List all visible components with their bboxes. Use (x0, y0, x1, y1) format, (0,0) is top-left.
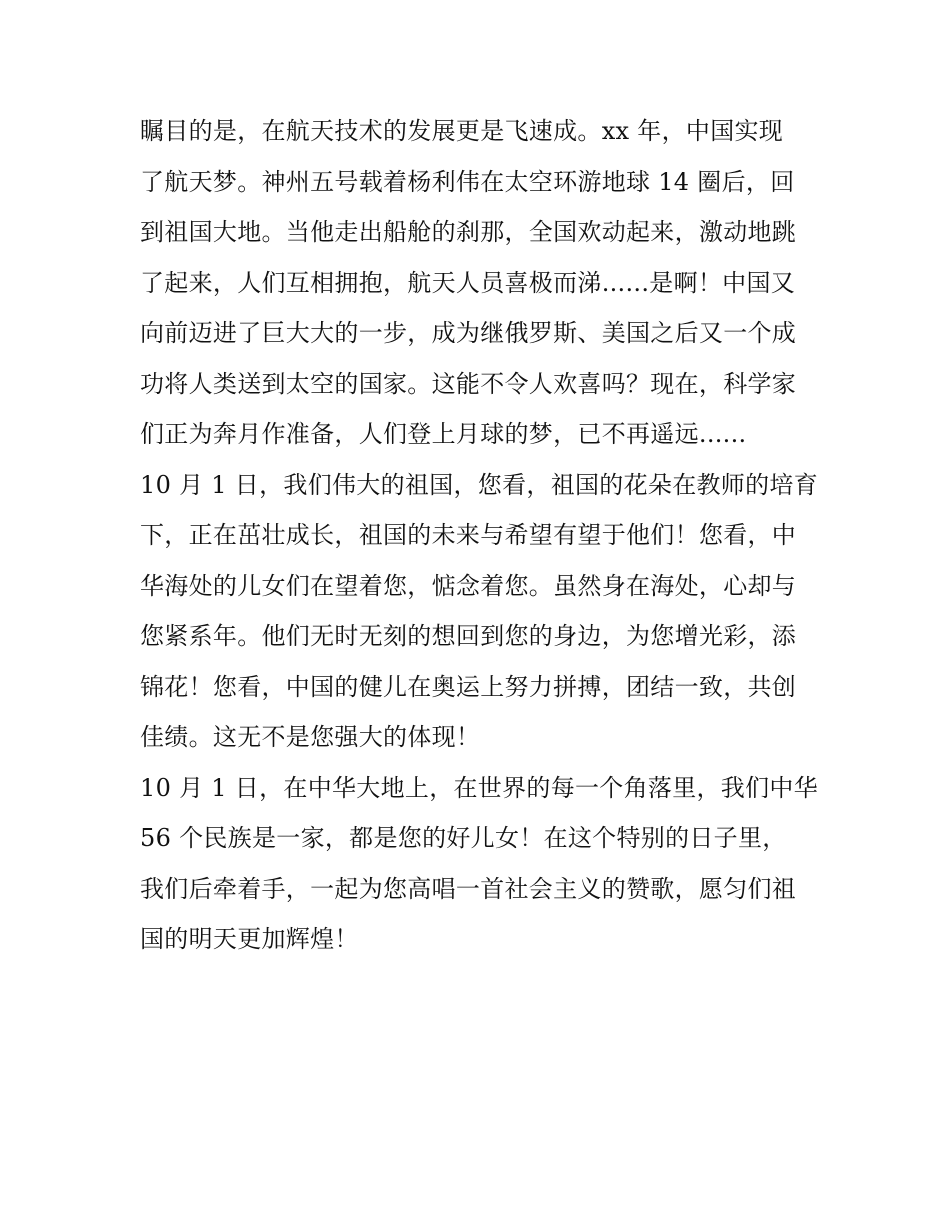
text-line: 下，正在茁壮成长，祖国的未来与希望有望于他们！您看，中 (140, 521, 797, 549)
text-line: 10 月 1 日，我们伟大的祖国，您看，祖国的花朵在教师的培育 (140, 470, 818, 499)
text-line: 功将人类送到太空的国家。这能不令人欢喜吗？现在，科学家 (140, 369, 797, 398)
text-line: 到祖国大地。当他走出船舱的刹那，全国欢动起来，激动地跳 (140, 218, 797, 246)
text-line: 向前迈进了巨大大的一步，成为继俄罗斯、美国之后又一个成 (140, 319, 797, 347)
text-line: 佳绩。这无不是您强大的体现！ (140, 723, 481, 751)
text-line: 10 月 1 日，在中华大地上，在世界的每一个角落里，我们中华 (140, 773, 818, 802)
text-line: 您紧系年。他们无时无刻的想回到您的身边，为您增光彩，添 (140, 622, 797, 650)
text-line: 了起来，人们互相拥抱，航天人员喜极而涕......是啊！中国又 (140, 268, 796, 297)
text-line: 瞩目的是，在航天技术的发展更是飞速成。xx 年，中国实现 (140, 117, 784, 145)
text-line: 56 个民族是一家，都是您的好儿女！在这个特别的日子里， (140, 824, 787, 852)
text-line: 们正为奔月作准备，人们登上月球的梦，已不再遥远...... (140, 420, 747, 448)
document-body (140, 106, 820, 965)
text-line: 了航天梦。神州五号载着杨利伟在太空环游地球 14 圈后，回 (140, 167, 795, 196)
text-line: 我们后牵着手，一起为您高唱一首社会主义的赞歌，愿匀们祖 (140, 874, 797, 903)
text-line: 华海处的儿女们在望着您，惦念着您。虽然身在海处，心却与 (140, 571, 797, 600)
text-line: 锦花！您看，中国的健儿在奥运上努力拼搏，团结一致，共创 (140, 672, 797, 701)
text-line: 国的明天更加辉煌！ (140, 925, 359, 953)
